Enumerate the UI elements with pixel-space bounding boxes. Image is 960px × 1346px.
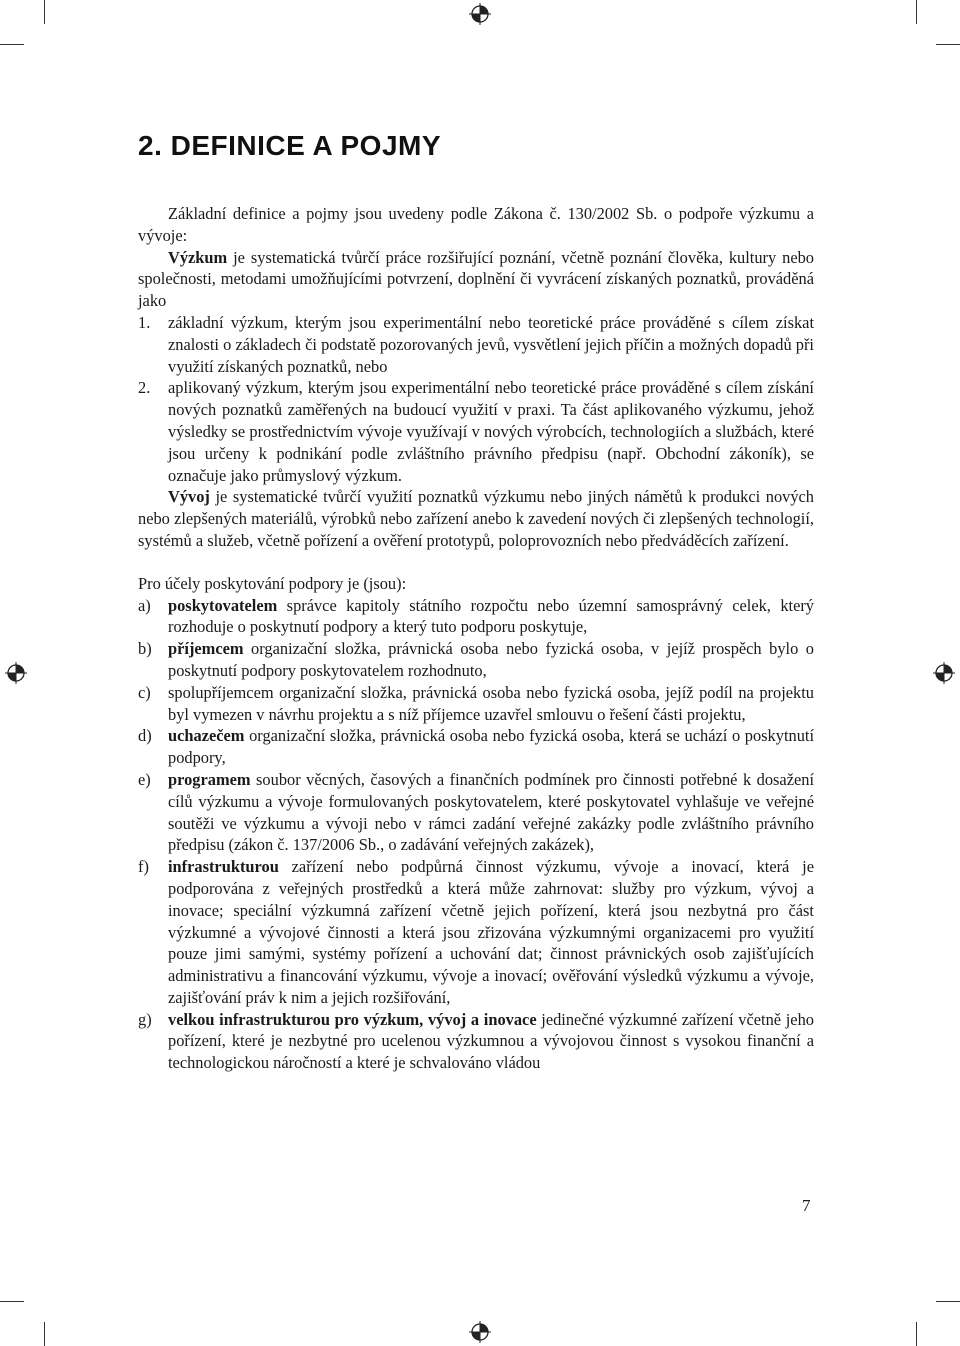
purposes-intro: Pro účely poskytování podpory je (jsou): — [138, 573, 407, 593]
list-item-text: základní výzkum, kterým jsou experimentální nebo teoretické práce prováděné s cílem získat znalosti o základech či podstatě pozorovaných jevů, vysvětlení jejich příčin a možných dopadů při využití získaných poznatků, nebo — [168, 312, 814, 376]
list-marker: a) — [138, 595, 151, 615]
purpose-term: programem — [168, 769, 251, 789]
registration-mark-icon — [5, 662, 27, 684]
list-item-text: aplikovaný výzkum, kterým jsou experimentální nebo teoretické práce prováděné s cílem získání nových poznatků zaměřených na budoucí využití v praxi. Ta část aplikovaného výzkumu, jehož výsledky se prostřednictvím vývoje využívají v nových výrobcích, technologiích a službách, které jsou určeny k podnikání podle zvláštního právního předpisu (např. Obchodní zákoník), se označuje jako průmyslový výzkum. — [168, 378, 814, 485]
purpose-term: poskytovatelem — [168, 595, 278, 615]
crop-mark-top-left — [44, 0, 45, 24]
registration-mark-icon — [469, 3, 491, 25]
list-item-text — [168, 1009, 814, 1074]
crop-mark-left-bottom — [0, 1301, 24, 1302]
research-definition — [138, 247, 814, 312]
purpose-term: velkou infrastrukturou pro výzkum, vývoj a inovace — [168, 1009, 537, 1029]
purpose-text: jedinečné výzkumné zařízení včetně jeho pořízení, které je nezbytné pro ucelenou výzkumnou a vývojovou činnost s vysokou finanční a technologickou náročností a které je schvalováno vládou — [168, 1009, 814, 1073]
purpose-list-item — [138, 682, 814, 726]
list-item-text — [168, 638, 814, 682]
list-marker: e) — [138, 769, 151, 789]
list-item-text — [168, 725, 814, 769]
crop-mark-right-top — [936, 44, 960, 45]
paragraph-spacer — [138, 552, 814, 573]
crop-mark-bottom-left — [44, 1322, 45, 1346]
research-list-item — [138, 377, 814, 486]
purpose-text: zařízení nebo podpůrná činnost výzkumu, vývoje a inovací, která je podporována z veřejných prostředků a která může zahrnovat: služby pro výzkum, vývoj a inovace; speciální výzkumná zařízení včetně jejich pořízení, která jsou nezbytná pro část výzkumné a vývojové činnosti a která jsou zřizována výzkumnými organizacemi pro využití pouze jimi samými, systémy pořízení a uchování dat; činnost právnických osob zajišťujících administrativu a financování výzkumu, vývoje a inovací; ověřování výsledků výzkumu a vývoje, zajišťování práv k nim a jejich rozšiřování, — [168, 857, 814, 1007]
purpose-list-item — [138, 1009, 814, 1074]
list-marker: f) — [138, 857, 149, 877]
body-text — [138, 203, 814, 1074]
purpose-text: správce kapitoly státního rozpočtu nebo územní samosprávný celek, který rozhoduje o poskytnutí podpory a který tuto podporu poskytuje, — [168, 595, 814, 637]
purpose-list-item — [138, 856, 814, 1009]
purpose-term: uchazečem — [168, 726, 245, 746]
chapter-heading: 2. DEFINICE A POJMY — [138, 130, 442, 161]
list-item-text — [168, 682, 814, 726]
list-item-text — [168, 595, 814, 639]
list-marker: c) — [138, 682, 151, 702]
purpose-list-item — [138, 595, 814, 639]
research-definition-text: je systematická tvůrčí práce rozšiřující poznání, včetně poznání člověka, kultury nebo společnosti, metodami umožňujícími potvrzení, doplnění či vyvrácení získaných poznatků, prováděná jako — [138, 247, 814, 311]
purpose-text: soubor věcných, časových a finančních podmínek pro činnosti potřebné k dosažení cílů výzkumu a vývoje formulovaných poskytovatelem, které poskytovatel vyhlašuje ve veřejné soutěži ve výzkumu a vývoji nebo v rámci zadání veřejné zakázky podle zvláštního právního předpisu (zákon č. 137/2006 Sb., o zadávání veřejných zakázek), — [168, 769, 814, 855]
crop-mark-left-top — [0, 44, 24, 45]
development-definition-text: je systematické tvůrčí využití poznatků výzkumu nebo jiných námětů k produkci nových nebo zlepšených materiálů, výrobků nebo zařízení anebo k zavedení nových či zlepšených technologií, systémů a služeb, včetně pořízení a ověření prototypů, poloprovozních nebo předváděcích zařízení. — [138, 487, 814, 550]
page-number: 7 — [802, 1196, 811, 1215]
crop-mark-top-right — [916, 0, 917, 24]
purpose-text: organizační složka, právnická osoba nebo fyzická osoba, v jejíž prospěch bylo o poskytnutí podpory poskytovatelem rozhodnuto, — [168, 639, 814, 680]
list-marker: g) — [138, 1009, 152, 1029]
purpose-term: příjemcem — [168, 639, 244, 659]
list-marker: d) — [138, 726, 152, 746]
purpose-list-item — [138, 769, 814, 856]
list-marker: 1. — [138, 312, 151, 332]
purpose-text: organizační složka, právnická osoba nebo fyzická osoba, která se uchází o poskytnutí podpory, — [168, 726, 814, 768]
registration-mark-icon — [469, 1321, 491, 1343]
registration-mark-icon — [933, 662, 955, 684]
crop-mark-bottom-right — [916, 1322, 917, 1346]
list-marker: 2. — [138, 378, 151, 398]
list-marker: b) — [138, 639, 152, 659]
purpose-text: spolupříjemcem organizační složka, právnická osoba nebo fyzická osoba, jejíž podíl na projektu byl vymezen v návrhu projektu a s níž příjemce uzavřel smlouvu o řešení části projektu, — [168, 682, 814, 724]
purpose-list-item — [138, 638, 814, 682]
crop-mark-right-bottom — [936, 1301, 960, 1302]
research-list-item — [138, 312, 814, 377]
development-definition — [138, 486, 814, 551]
list-item-text — [168, 856, 814, 1009]
purpose-term: infrastrukturou — [168, 857, 279, 877]
research-term: Výzkum — [168, 247, 228, 267]
development-term: Vývoj — [168, 487, 210, 507]
list-item-text — [168, 769, 814, 856]
intro-paragraph: Základní definice a pojmy jsou uvedeny podle Zákona č. 130/2002 Sb. o podpoře výzkumu a vývoje: — [138, 204, 814, 245]
purpose-list-item — [138, 725, 814, 769]
